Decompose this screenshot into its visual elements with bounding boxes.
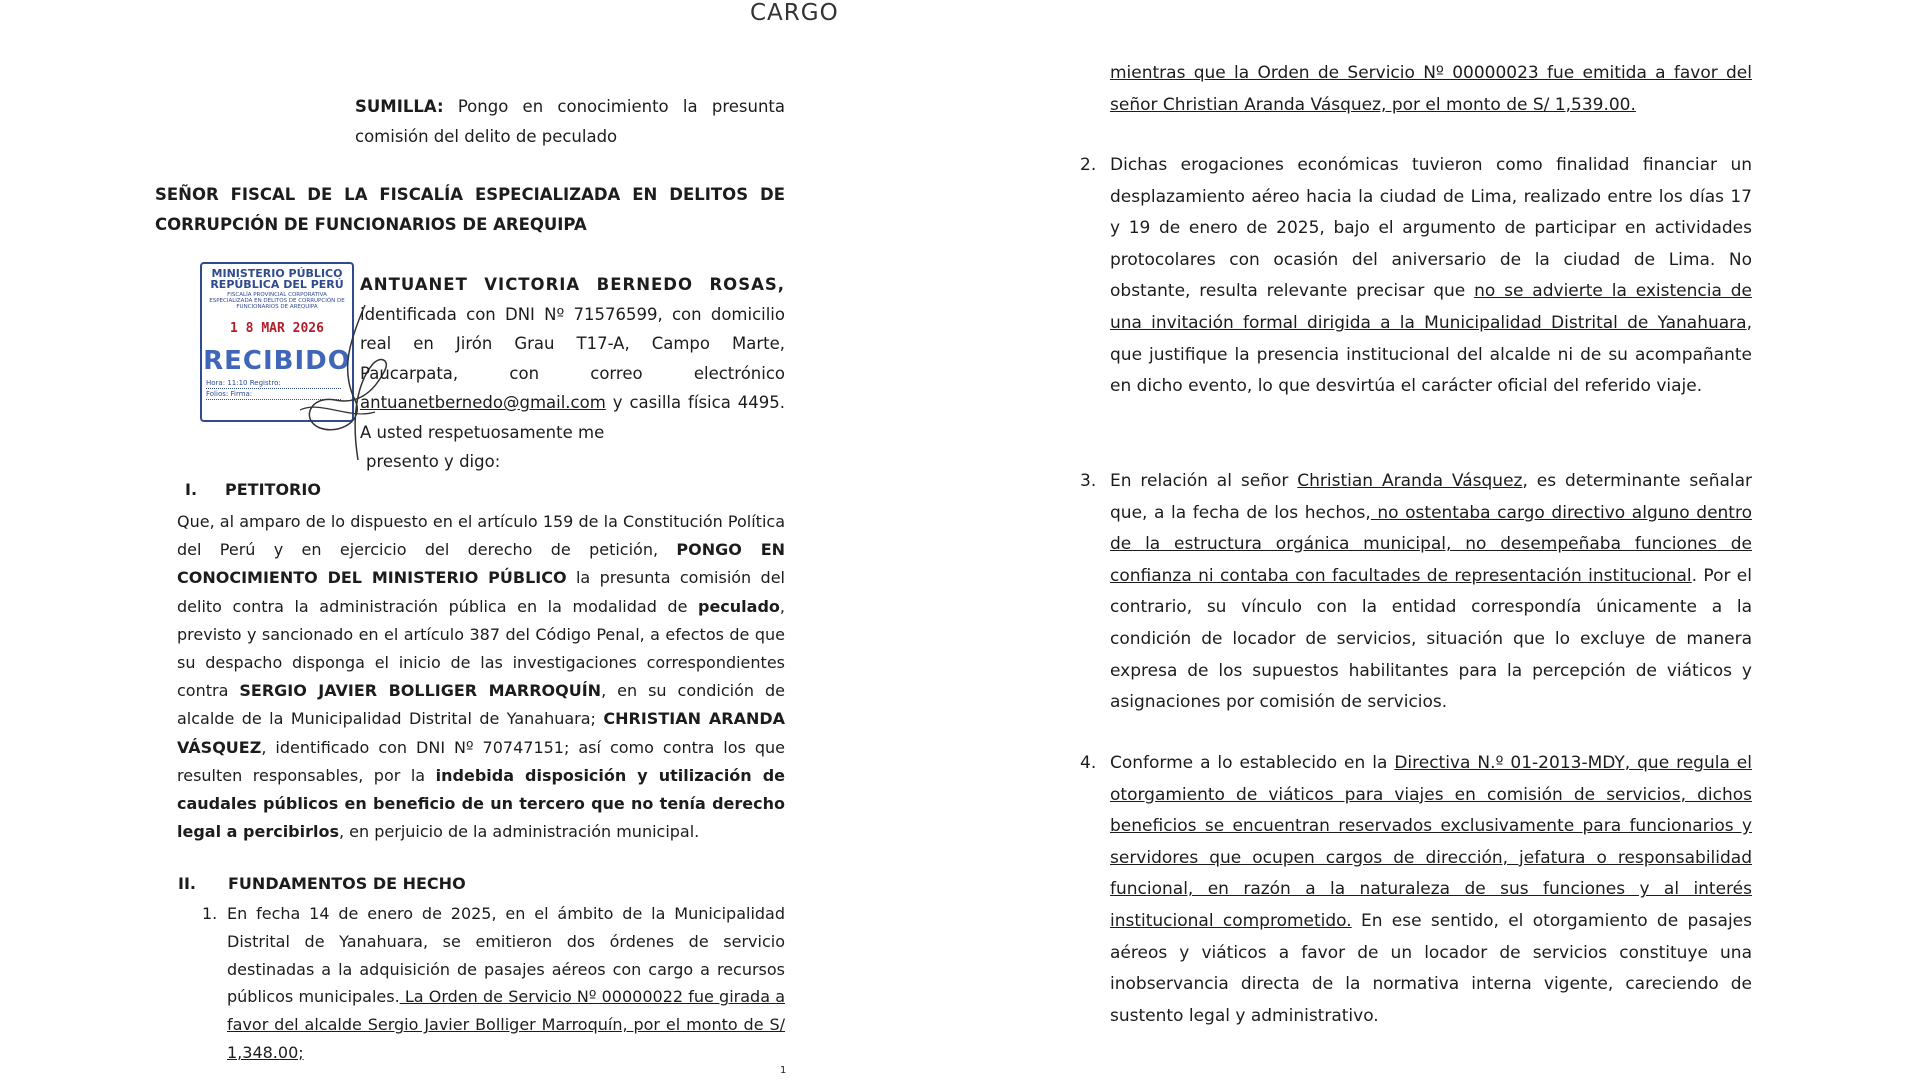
fact-paragraph-1: 1. En fecha 14 de enero de 2025, en el ámbito de la Municipalidad Distrital de Yanahuara, se emitieron dos órdenes de servicio destinadas a la adquisición de pasajes aéreos con cargo a recursos públicos municipales. La Orden de Servicio Nº 00000022 fue girada a favor del alcalde Sergio Javier Bolliger Marroquín, por el monto de S/ 1,348.00; [202, 904, 786, 1062]
fact-paragraph-4: 4. Conforme a lo establecido en la Directiva N.º 01-2013-MDY, que regula el otorgamiento de viáticos para viajes en comisión de servicios, dichos beneficios se encuentran reservados exclusivamente para funcionarios y servidores que ocupen cargos de dirección, jefatura o responsabilidad funcional, en razón a la naturaleza de sus funciones y al interés institucional comprometido. En ese sentido, el otorgamiento de pasajes aéreos y viáticos a favor de un locador de servicios constituye una inobservancia directa de la normativa interna vigente, careciendo de sustento legal y administrativo. [1080, 753, 1752, 1026]
email-link[interactable]: antuanetbernedo@gmail.com [360, 393, 606, 412]
stamp-received: RECIBIDO [203, 345, 351, 376]
addressee-heading: SEÑOR FISCAL DE LA FISCALÍA ESPECIALIZADA EN DELITOS DE CORRUPCIÓN DE FUNCIONARIOS DE AREQUIPA [155, 185, 785, 234]
petitorio-paragraph: Que, al amparo de lo dispuesto en el artículo 159 de la Constitución Política del Perú y en ejercicio del derecho de petición, PONGO EN CONOCIMIENTO DEL MINISTERIO PÚBLICO la presunta comisión del delito contra la administración pública en la modalidad de peculado, previsto y sancionado en el artículo 387 del Código Penal, a efectos de que su despacho disponga el inicio de las investigaciones correspondientes contra SERGIO JAVIER BOLLIGER MARROQUÍN, en su condición de alcalde de la Municipalidad Distrital de Yanahuara; CHRISTIAN ARANDA VÁSQUEZ, identificado con DNI Nº 70747151; así como contra los que resulten responsables, por la indebida disposición y utilización de caudales públicos en beneficio de un tercero que no tenía derecho legal a percibirlos, en perjuicio de la administración municipal. [177, 512, 786, 842]
fact-paragraph-2: 2. Dichas erogaciones económicas tuvieron como finalidad financiar un desplazamiento aéreo hacia la ciudad de Lima, realizado entre los días 17 y 19 de enero de 2025, bajo el argumento de participar en actividades protocolares con ocasión del aniversario de la ciudad de Lima. No obstante, resulta relevante precisar que no se advierte la existencia de una invitación formal dirigida a la Municipalidad Distrital de Yanahuara, que justifique la presencia institucional del alcalde ni de su acompañante en dicho evento, lo que desvirtúa el carácter oficial del referido viaje. [1080, 155, 1753, 397]
identification-paragraph: ANTUANET VICTORIA BERNEDO ROSAS, identificada con DNI Nº 71576599, con domicilio real en Jirón Grau T17-A, Campo Marte, Paucarpata, con correo electrónico antuanetbernedo@gmail.com y casilla física 4495. A usted respetuosamente me presento y digo: [360, 275, 785, 471]
stamp-date: 1 8 MAR 2026 [230, 320, 324, 336]
section-fundamentos-heading: II. FUNDAMENTOS DE HECHO [178, 874, 466, 893]
sumilla-label: SUMILLA: [355, 97, 444, 116]
petitioner-name: ANTUANET VICTORIA BERNEDO ROSAS, [360, 275, 785, 294]
stamp-fields: Hora: 11:10 Registro: Folios: Firma: [202, 378, 352, 400]
section-petitorio-heading: I. PETITORIO [185, 480, 321, 499]
continuation-text: mientras que la Orden de Servicio Nº 00000023 fue emitida a favor del señor Christian Aranda Vásquez, por el monto de S/ 1,539.00. [1110, 63, 1752, 115]
fact-paragraph-3: 3. En relación al señor Christian Aranda Vásquez, es determinante señalar que, a la fecha de los hechos, no ostentaba cargo directivo alguno dentro de la estructura orgánica municipal, no desempeñaba funciones de confianza ni contaba con facultades de representación institucional. Por el contrario, su vínculo con la entidad correspondía únicamente a la condición de locador de servicios, situación que lo excluye de manera expresa de los supuestos habilitantes para la percepción de viáticos y asignaciones por comisión de servicios. [1080, 471, 1753, 713]
stamp-small-text: FISCALÍA PROVINCIAL CORPORATIVA ESPECIALIZADA EN DELITOS DE CORRUPCIÓN DE FUNCIONARIOS DE AREQUIPA [209, 292, 345, 311]
page-number: 1 [780, 1065, 787, 1076]
sumilla [355, 92, 785, 152]
sumilla-text: Pongo en conocimiento la presunta comisión del delito de peculado [355, 97, 785, 146]
cargo-handwritten-note: CARGO [750, 0, 839, 26]
stamp-institution: MINISTERIO PÚBLICO REPÚBLICA DEL PERÚ [210, 267, 344, 291]
